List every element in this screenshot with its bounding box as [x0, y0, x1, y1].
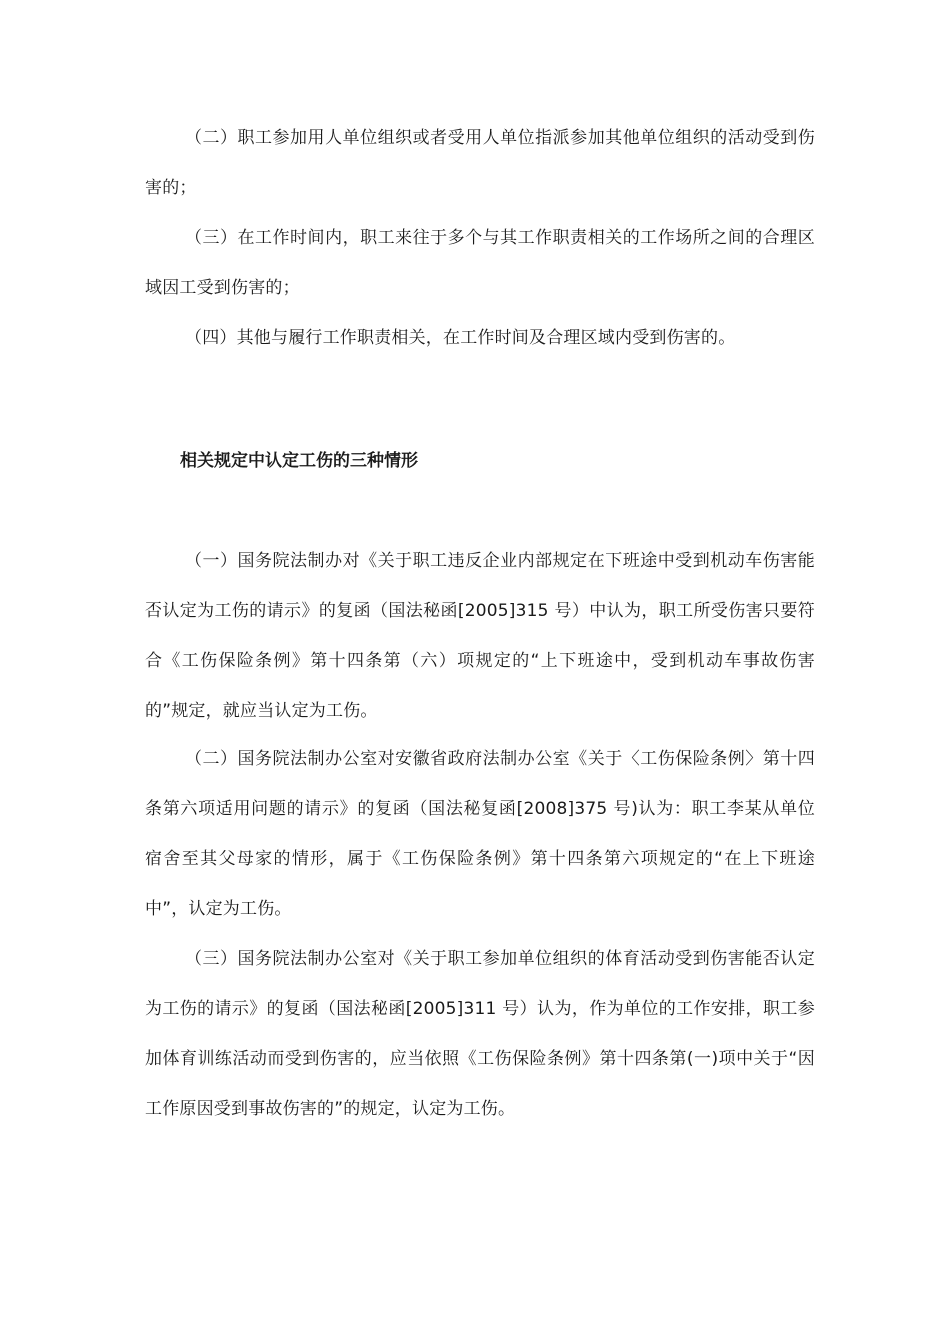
regulation-paragraph-1: （一）国务院法制办对《关于职工违反企业内部规定在下班途中受到机动车伤害能否认定为工伤的请示》的复函（国法秘函[2005]315 号）中认为，职工所受伤害只要符合《工伤保险条例》第十四条第（六）项规定的“上下班途中，受到机动车事故伤害的”规定，就应当认定为工伤。 [145, 551, 815, 721]
paragraph-item-4: （四）其他与履行工作职责相关，在工作时间及合理区域内受到伤害的。 [185, 328, 736, 348]
regulation-paragraph-3: （三）国务院法制办公室对《关于职工参加单位组织的体育活动受到伤害能否认定为工伤的请示》的复函（国法秘函[2005]311 号）认为，作为单位的工作安排，职工参加体育训练活动而受到伤害的，应当依照《工伤保险条例》第十四条第(一)项中关于“因工作原因受到事故伤害的”的规定，认定为工伤。 [145, 949, 815, 1119]
regulation-paragraph-2: （二）国务院法制办公室对安徽省政府法制办公室《关于〈工伤保险条例〉第十四条第六项适用问题的请示》的复函（国法秘复函[2008]375 号)认为：职工李某从单位宿舍至其父母家的情形，属于《工伤保险条例》第十四条第六项规定的“在上下班途中”，认定为工伤。 [145, 749, 815, 919]
paragraph-item-2: （二）职工参加用人单位组织或者受用人单位指派参加其他单位组织的活动受到伤害的； [145, 128, 815, 198]
section-heading-text: 关规定中认定工伤的三种情形 [197, 451, 418, 471]
section-heading [180, 446, 418, 476]
paragraph-item-3: （三）在工作时间内，职工来往于多个与其工作职责相关的工作场所之间的合理区域因工受到伤害的； [145, 228, 815, 298]
section-heading-prefix: 相 [180, 451, 197, 471]
